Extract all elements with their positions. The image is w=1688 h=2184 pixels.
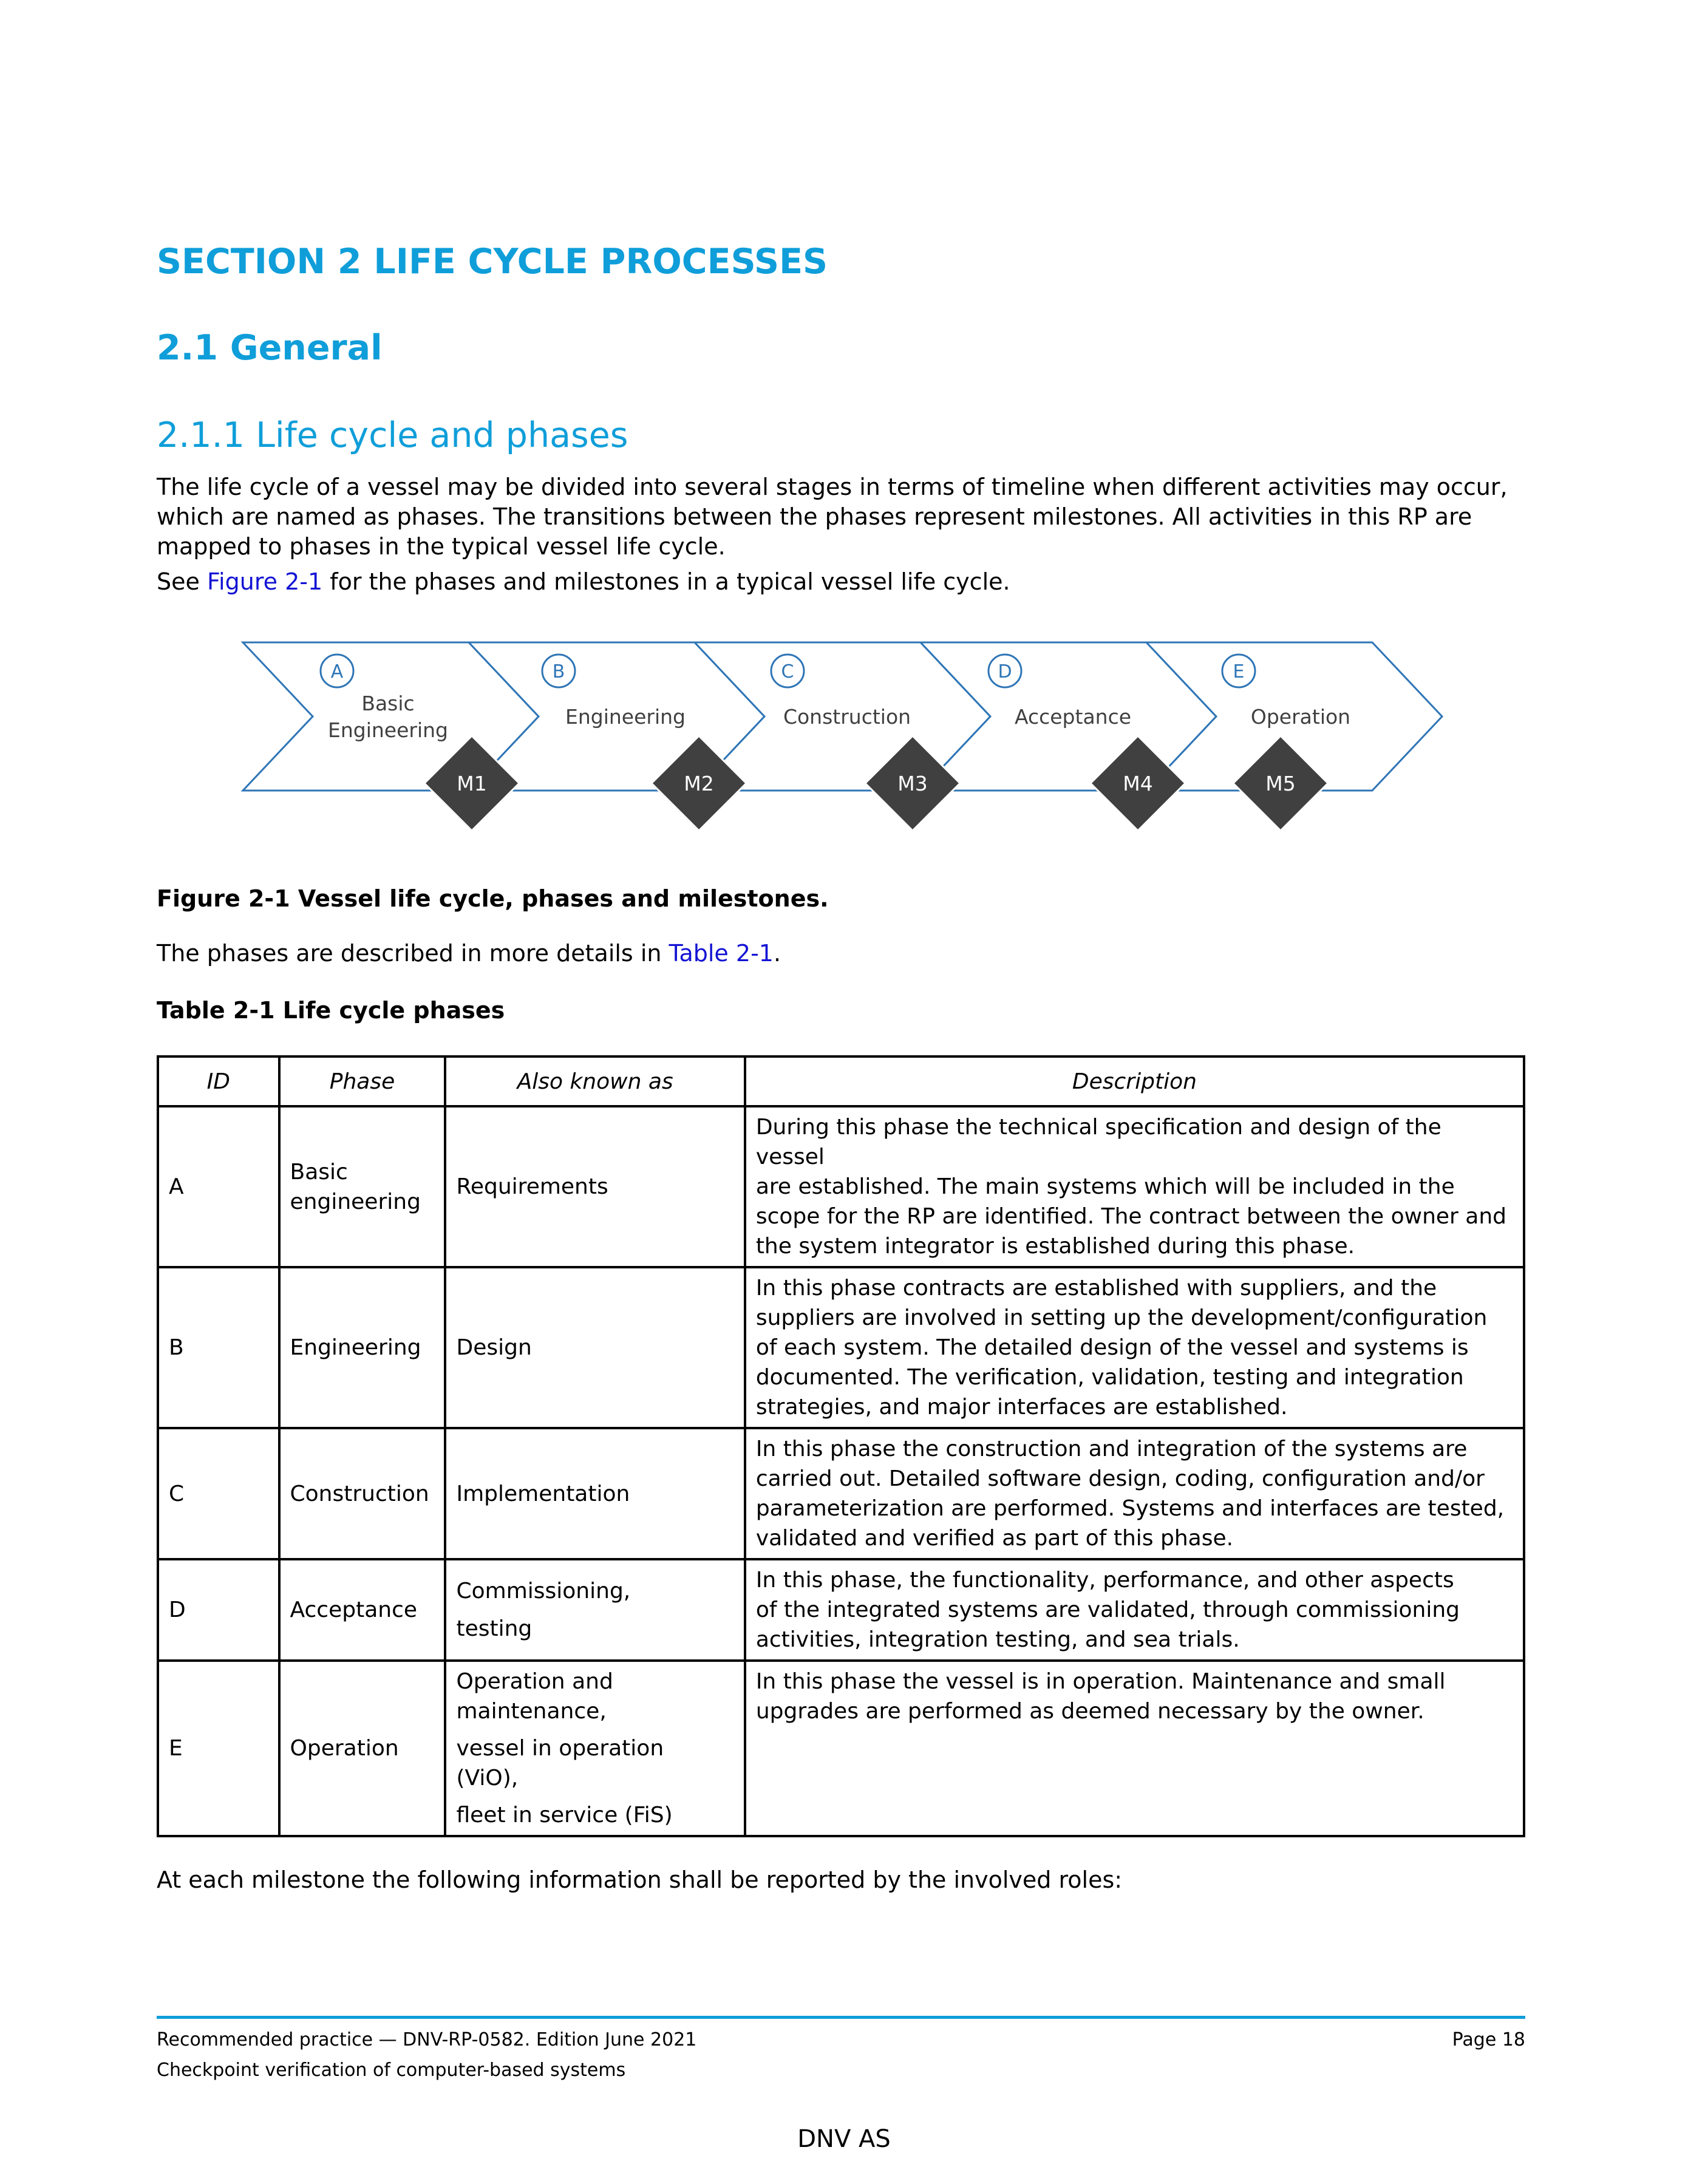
phase-badge-letter: B	[552, 661, 565, 682]
footer-document-title: Recommended practice — DNV-RP-0582. Edition June 2021	[157, 2029, 697, 2050]
subsubsection-title: 2.1.1 Life cycle and phases	[157, 415, 628, 455]
table-caption: Table 2-1 Life cycle phases	[157, 997, 505, 1024]
milestone-label: M4	[1123, 772, 1153, 795]
description-line: strategies, and major interfaces are established.	[755, 1395, 1288, 1420]
description-line: In this phase the construction and integration of the systems are	[755, 1437, 1468, 1461]
aka-line: testing	[456, 1616, 533, 1641]
row-id: A	[158, 1106, 279, 1267]
footer-company: DNV AS	[797, 2125, 891, 2153]
description-line: In this phase contracts are established with suppliers, and the	[755, 1276, 1437, 1301]
row-id: E	[158, 1661, 279, 1836]
header-phase: Phase	[279, 1056, 446, 1106]
description-line: documented. The verification, validation, testing and integration	[755, 1365, 1464, 1390]
row-aka	[445, 1106, 744, 1267]
milestone-label: M2	[684, 772, 714, 795]
phase-label: Construction	[783, 705, 911, 729]
phase-badge-letter: E	[1233, 661, 1245, 682]
see-figure-prefix: See	[157, 568, 207, 595]
header-description: Description	[745, 1056, 1524, 1106]
phase-line: Basic	[290, 1159, 348, 1185]
row-description	[745, 1661, 1524, 1836]
aka-line: maintenance,	[456, 1699, 607, 1724]
phase-line: Operation	[290, 1736, 399, 1761]
milestone-label: M5	[1265, 772, 1296, 795]
description-line: upgrades are performed as deemed necessary by the owner.	[755, 1699, 1424, 1724]
milestone-label: M3	[897, 772, 928, 795]
table-header-row	[158, 1056, 1524, 1106]
description-line: activities, integration testing, and sea trials.	[755, 1627, 1240, 1652]
phase-line: Acceptance	[290, 1597, 418, 1622]
row-description	[745, 1559, 1524, 1661]
aka-line: vessel in operation	[456, 1736, 664, 1761]
aka-line: (ViO),	[456, 1766, 519, 1791]
table-row	[158, 1661, 1524, 1836]
row-phase	[279, 1428, 446, 1559]
section-title: SECTION 2 LIFE CYCLE PROCESSES	[157, 242, 828, 282]
description-line: parameterization are performed. Systems and interfaces are tested,	[755, 1496, 1505, 1521]
row-aka	[445, 1559, 744, 1661]
header-also-known-as: Also known as	[445, 1056, 744, 1106]
description-line: are established. The main systems which will be included in the	[755, 1174, 1455, 1199]
phase-line: engineering	[290, 1189, 421, 1214]
description-line: In this phase the vessel is in operation. Maintenance and small	[755, 1669, 1446, 1694]
table-link[interactable]: Table 2-1	[669, 940, 774, 967]
row-phase	[279, 1106, 446, 1267]
phase-label: Engineering	[328, 718, 448, 742]
phase-badge-letter: C	[781, 661, 794, 682]
description-line: In this phase, the functionality, performance, and other aspects	[755, 1568, 1454, 1593]
description-line: of the integrated systems are validated, through commissioning	[755, 1597, 1460, 1622]
description-line: the system integrator is established during this phase.	[755, 1234, 1355, 1259]
see-figure-suffix: for the phases and milestones in a typical vessel life cycle.	[322, 568, 1010, 595]
life-cycle-phases-table	[157, 1055, 1525, 1837]
description-line: suppliers are involved in setting up the development/configuration	[755, 1305, 1488, 1330]
row-phase	[279, 1661, 446, 1836]
milestone-label: M1	[457, 772, 487, 795]
aka-line: Requirements	[456, 1174, 608, 1199]
phases-described-prefix: The phases are described in more details in	[157, 940, 669, 967]
row-phase	[279, 1267, 446, 1428]
row-description	[745, 1106, 1524, 1267]
table-row	[158, 1106, 1524, 1267]
footer-page-number: Page 18	[1452, 2029, 1525, 2050]
aka-line: Design	[456, 1335, 532, 1360]
table-row	[158, 1267, 1524, 1428]
row-id: D	[158, 1559, 279, 1661]
description-line: validated and verified as part of this phase.	[755, 1526, 1234, 1551]
phases-described-suffix: .	[773, 940, 781, 967]
milestone-paragraph: At each milestone the following information shall be reported by the involved roles:	[157, 1866, 1123, 1893]
description-line: carried out. Detailed software design, coding, configuration and/or	[755, 1466, 1485, 1491]
row-id: B	[158, 1267, 279, 1428]
row-description	[745, 1428, 1524, 1559]
phase-label: Engineering	[565, 705, 686, 729]
phase-label: Acceptance	[1014, 705, 1132, 729]
row-aka	[445, 1428, 744, 1559]
phase-line: Construction	[290, 1481, 429, 1506]
description-line: During this phase the technical specification and design of the vessel	[755, 1115, 1441, 1169]
row-description	[745, 1267, 1524, 1428]
intro-paragraph: The life cycle of a vessel may be divided into several stages in terms of timeline when different activities may occur, which are named as phases. The transitions between the phases represent milestones. All activities in this RP are mapped to phases in the typical vessel life cycle.	[157, 474, 1508, 560]
phases-described-paragraph	[157, 940, 781, 967]
aka-line: fleet in service (FiS)	[456, 1803, 673, 1828]
table-row	[158, 1428, 1524, 1559]
aka-line: Implementation	[456, 1481, 630, 1506]
row-aka	[445, 1661, 744, 1836]
phase-line: Engineering	[290, 1335, 421, 1360]
figure-caption: Figure 2-1 Vessel life cycle, phases and milestones.	[157, 885, 829, 912]
row-phase	[279, 1559, 446, 1661]
table-row	[158, 1559, 1524, 1661]
aka-line: Operation and	[456, 1669, 613, 1694]
header-id: ID	[158, 1056, 279, 1106]
footer-rule	[157, 2016, 1525, 2019]
see-figure-paragraph	[157, 568, 1010, 595]
phase-badge-letter: D	[998, 661, 1012, 682]
description-line: scope for the RP are identified. The contract between the owner and	[755, 1204, 1507, 1229]
description-line: of each system. The detailed design of the vessel and systems is	[755, 1335, 1469, 1360]
aka-line: Commissioning,	[456, 1578, 631, 1604]
row-aka	[445, 1267, 744, 1428]
row-id: C	[158, 1428, 279, 1559]
phase-label: Basic	[361, 692, 415, 715]
figure-link[interactable]: Figure 2-1	[206, 568, 323, 595]
phase-badge-letter: A	[330, 661, 344, 682]
subsection-title: 2.1 General	[157, 328, 383, 368]
footer-document-subtitle: Checkpoint verification of computer-based systems	[157, 2060, 626, 2081]
phase-label: Operation	[1250, 705, 1351, 729]
lifecycle-diagram	[237, 631, 1457, 850]
